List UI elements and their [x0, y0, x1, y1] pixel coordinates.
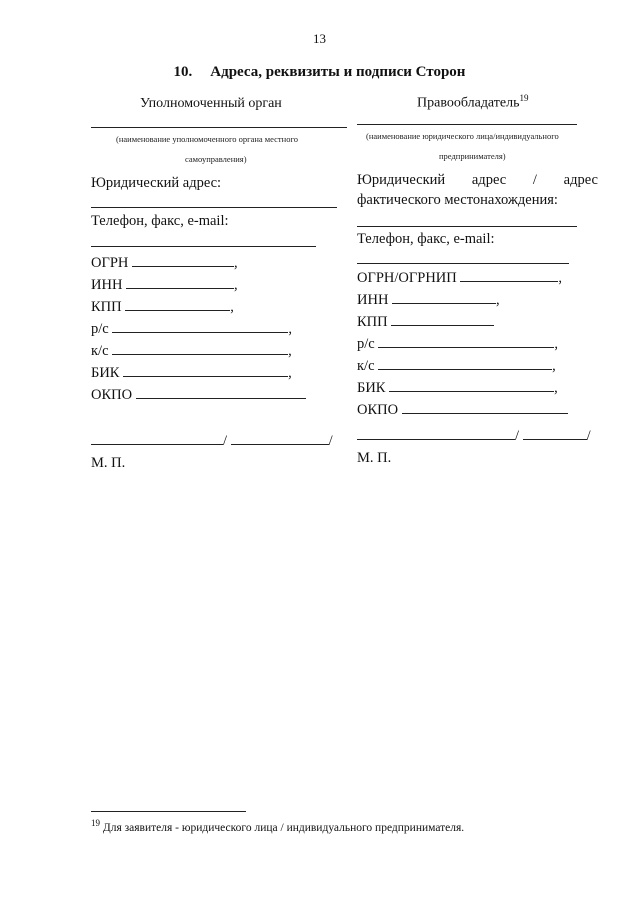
section-number: 10.: [173, 64, 193, 80]
right-inn-row: [357, 291, 500, 309]
right-signature-row: [357, 427, 591, 445]
right-kpp-row: [357, 313, 494, 331]
left-okpo-label: ОКПО: [91, 387, 133, 403]
left-inn-label: ИНН: [91, 277, 123, 293]
left-bik-label: БИК: [91, 365, 120, 381]
left-ks-row: [91, 342, 292, 360]
left-kpp-blank: [125, 298, 230, 311]
right-ks-label: к/с: [357, 358, 375, 374]
left-phone-line: [91, 246, 316, 247]
right-address-word-2: адрес: [471, 172, 507, 188]
left-ogrn-blank: [132, 254, 234, 267]
left-ogrn-row: [91, 254, 238, 272]
left-rs-label: р/с: [91, 321, 109, 337]
right-name-caption-2: предпринимателя): [439, 151, 506, 161]
right-ogrn-blank: [460, 269, 558, 282]
left-inn-blank: [126, 276, 234, 289]
right-inn-label: ИНН: [357, 292, 389, 308]
left-rs-comma: ,: [288, 321, 292, 337]
right-okpo-label: ОКПО: [357, 402, 399, 418]
right-ks-comma: ,: [552, 358, 556, 374]
right-signature-blank: [357, 427, 515, 440]
right-inn-blank: [392, 291, 496, 304]
left-bik-blank: [123, 364, 288, 377]
left-kpp-label: КПП: [91, 299, 122, 315]
left-bik-row: [91, 364, 292, 382]
right-bik-comma: ,: [554, 380, 558, 396]
right-name-blank: [523, 427, 587, 440]
right-footnote-ref: 19: [519, 93, 529, 103]
section-heading: [0, 64, 639, 81]
right-bik-row: [357, 379, 558, 397]
footnote-marker: 19: [91, 818, 100, 828]
left-signature-slash-1: /: [223, 433, 228, 449]
right-stamp-label: М. П.: [357, 450, 392, 466]
left-name-blank: [231, 432, 329, 445]
footnote-text: Для заявителя - юридического лица / индивидуального предпринимателя.: [100, 821, 465, 834]
section-title: Адреса, реквизиты и подписи Сторон: [210, 64, 466, 80]
left-okpo-blank: [136, 386, 306, 399]
right-party-title: [417, 93, 529, 112]
left-phone-label: Телефон, факс, e-mail:: [91, 213, 229, 229]
left-stamp-label: М. П.: [91, 455, 126, 471]
right-bik-blank: [389, 379, 554, 392]
right-ogrn-label: ОГРН/ОГРНИП: [357, 270, 457, 286]
right-party-title-text: Правообладатель: [417, 95, 520, 111]
right-ogrn-comma: ,: [558, 270, 563, 286]
left-rs-row: [91, 320, 292, 338]
right-phone-label: Телефон, факс, e-mail:: [357, 231, 495, 247]
right-rs-blank: [378, 335, 554, 348]
right-okpo-row: [357, 401, 568, 419]
left-ks-label: к/с: [91, 343, 109, 359]
left-kpp-row: [91, 298, 234, 316]
left-name-caption-2: самоуправления): [185, 154, 247, 164]
right-rs-label: р/с: [357, 336, 375, 352]
right-inn-comma: ,: [496, 292, 500, 308]
left-okpo-row: [91, 386, 306, 404]
right-kpp-blank: [391, 313, 494, 326]
right-ogrn-row: [357, 269, 562, 287]
left-name-caption-1: (наименование уполномоченного органа местного: [116, 134, 298, 144]
right-phone-line: [357, 263, 569, 264]
right-name-line: [357, 124, 577, 125]
right-ks-blank: [378, 357, 552, 370]
right-rs-comma: ,: [554, 336, 558, 352]
right-okpo-blank: [402, 401, 568, 414]
left-inn-comma: ,: [234, 277, 238, 293]
right-name-caption-1: (наименование юридического лица/индивидуального: [366, 131, 559, 141]
left-ogrn-label: ОГРН: [91, 255, 129, 271]
left-inn-row: [91, 276, 238, 294]
right-address-line-2: фактического местонахождения:: [357, 192, 558, 208]
right-signature-slash-2: /: [586, 428, 591, 444]
right-kpp-label: КПП: [357, 314, 388, 330]
right-bik-label: БИК: [357, 380, 386, 396]
left-ogrn-comma: ,: [234, 255, 238, 271]
left-ks-blank: [112, 342, 288, 355]
left-rs-blank: [112, 320, 288, 333]
left-bik-comma: ,: [288, 365, 292, 381]
left-legal-address-label: Юридический адрес:: [91, 175, 222, 191]
left-party-title: Уполномоченный орган: [140, 96, 282, 111]
left-signature-slash-2: /: [328, 433, 333, 449]
right-ks-row: [357, 357, 556, 375]
left-address-line: [91, 207, 337, 208]
footnote-rule: [91, 811, 246, 812]
right-address-line: [357, 226, 577, 227]
right-signature-slash-1: /: [515, 428, 520, 444]
right-address-word-4: адрес: [563, 172, 598, 188]
right-address-word-1: Юридический: [357, 172, 446, 188]
right-address-word-3: /: [532, 172, 537, 188]
right-address-line-1: [357, 172, 598, 189]
left-kpp-comma: ,: [230, 299, 234, 315]
left-name-line: [91, 127, 347, 128]
right-rs-row: [357, 335, 558, 353]
left-signature-row: [91, 432, 333, 450]
left-signature-blank: [91, 432, 223, 445]
footnote: [91, 818, 464, 834]
left-ks-comma: ,: [288, 343, 292, 359]
page-number: 13: [313, 31, 326, 46]
